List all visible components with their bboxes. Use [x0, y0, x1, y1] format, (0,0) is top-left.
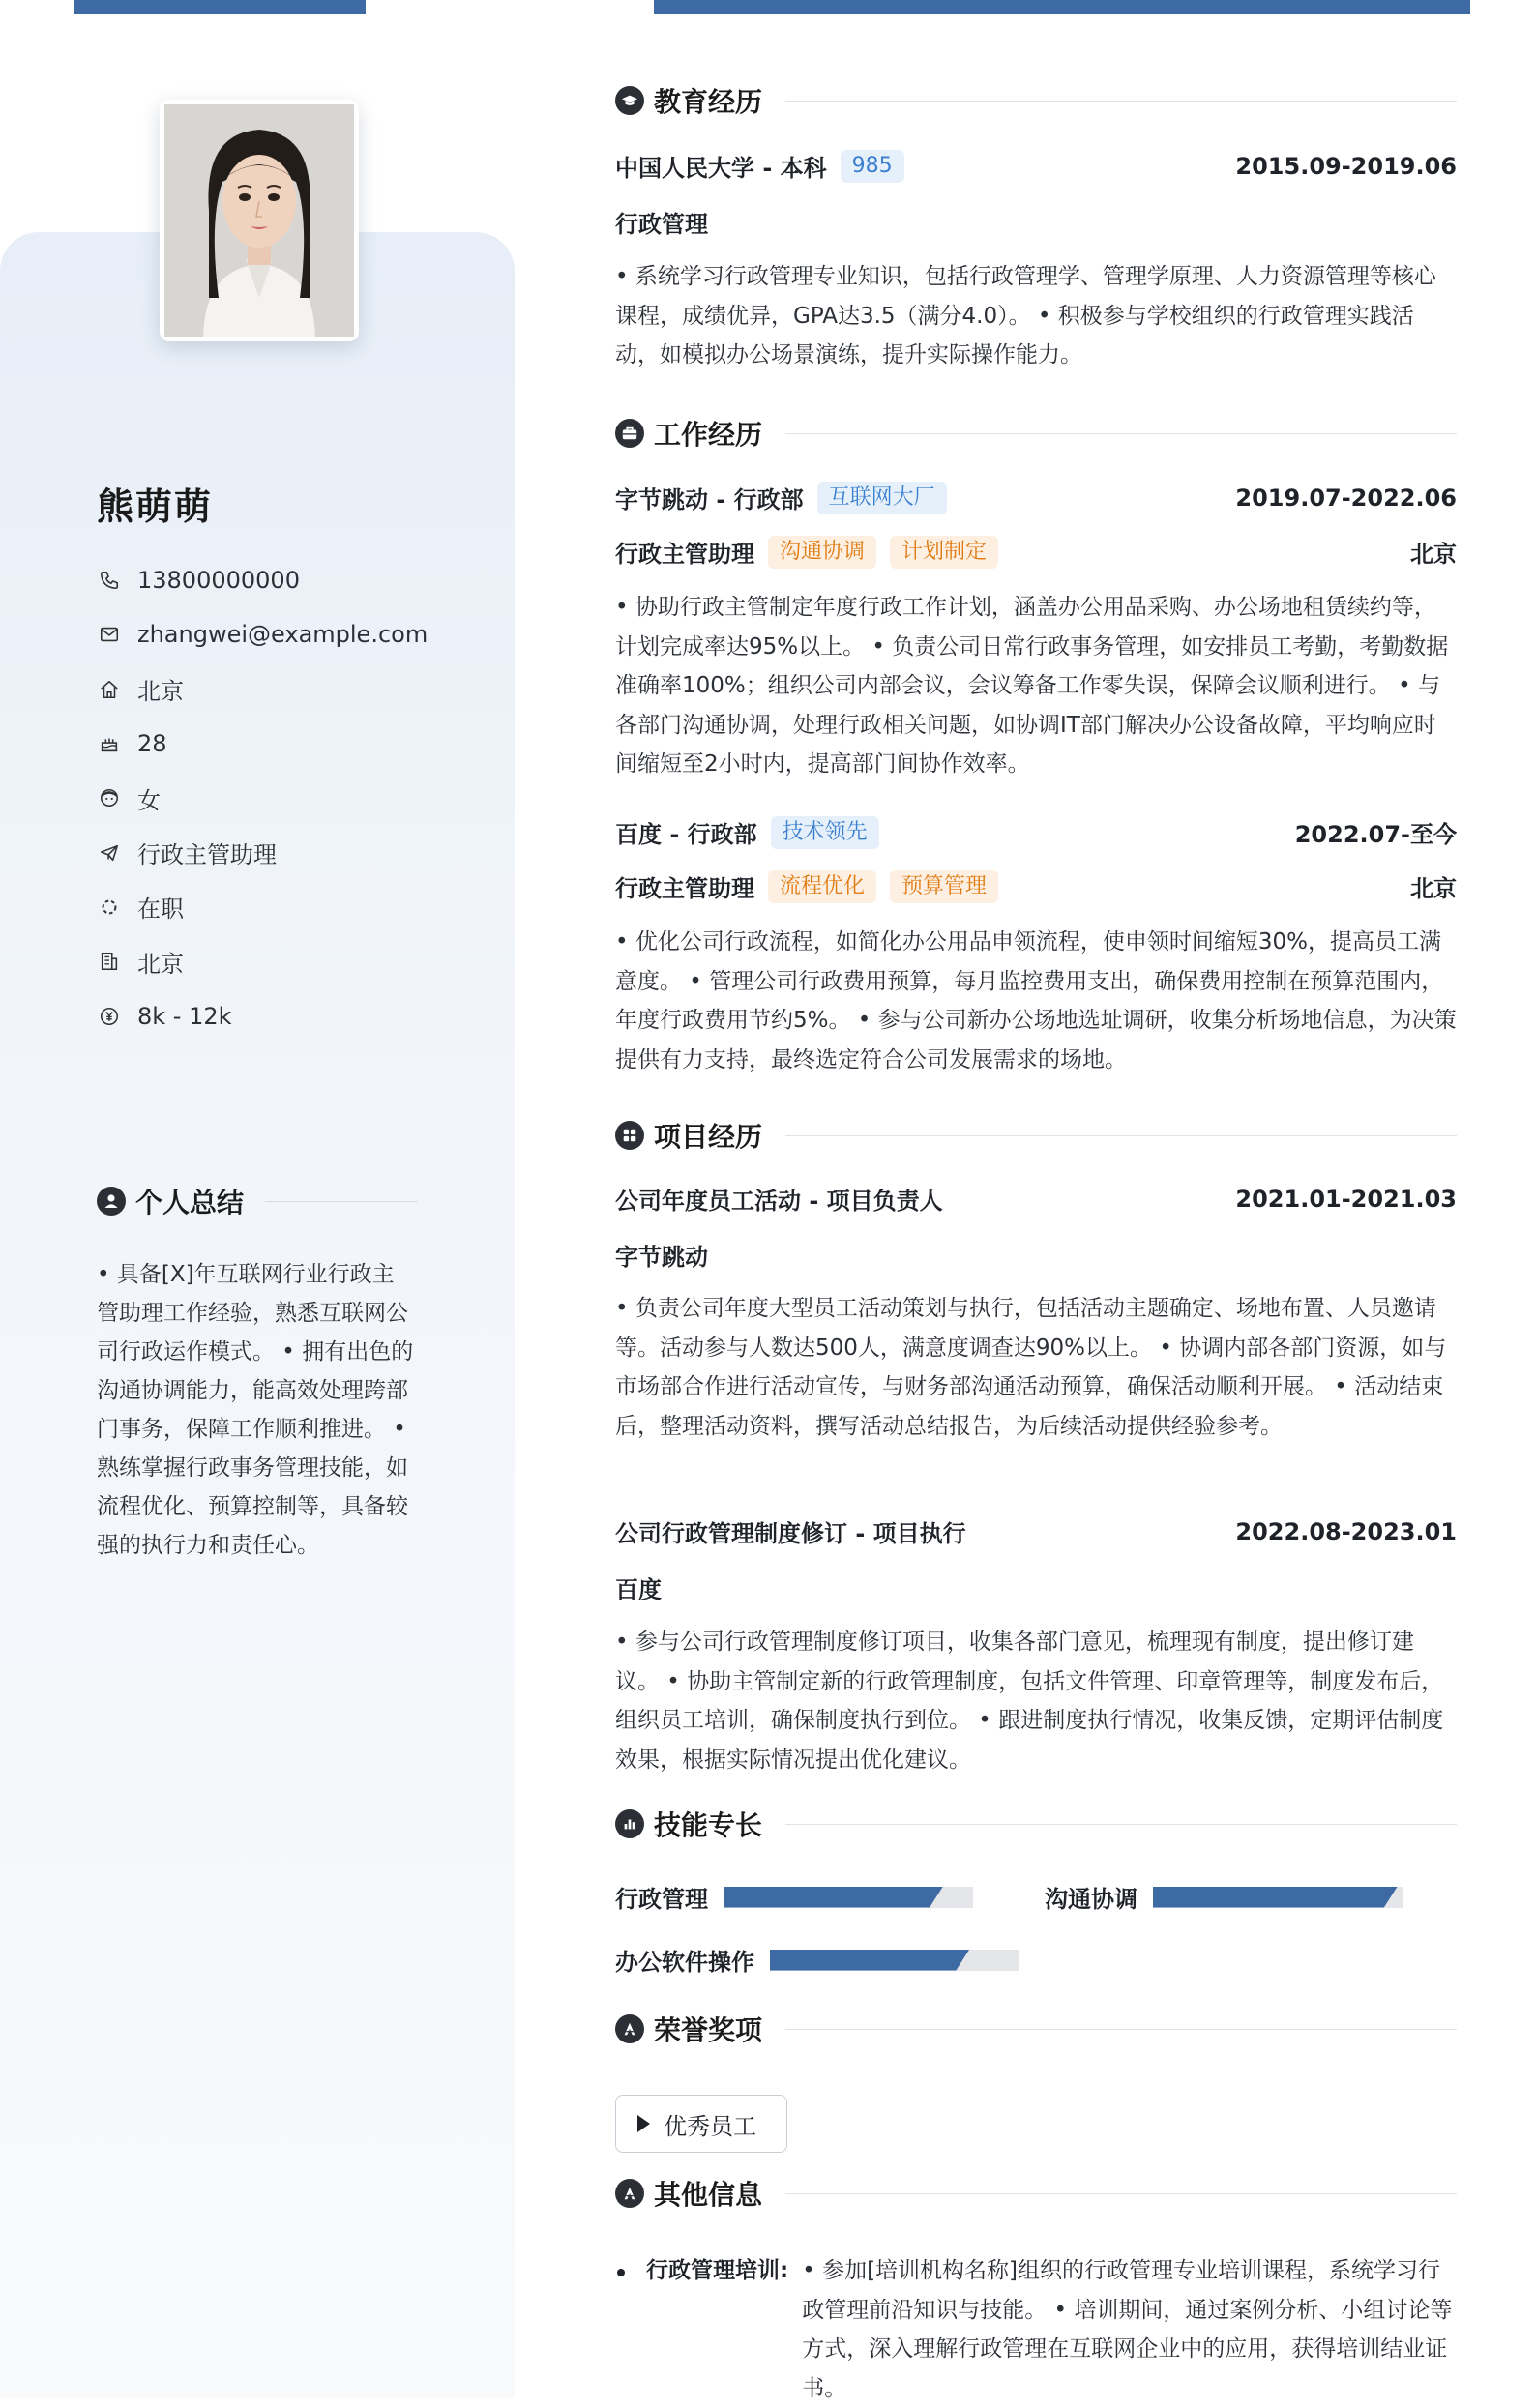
work-1-period: 2019.07-2022.06 — [1235, 484, 1457, 512]
education-title: 教育经历 — [654, 86, 763, 118]
work-2-skill-tag: 预算管理 — [890, 870, 998, 903]
phone-icon — [97, 568, 122, 593]
other-text: • 参加[培训机构名称]组织的行政管理专业培训课程，系统学习行政管理前沿知识与技能。 • 培训期间，通过案例分析、小组讨论等方式，深入理解行政管理在互联网企业中的应用，获得培训结业证书。 — [802, 2258, 1453, 2401]
summary-text: • 具备[X]年互联网行业行政主管助理工作经验，熟悉互联网公司行政运作模式。 • 拥有出色的沟通协调能力，能高效处理跨部门事务，保障工作顺利推进。 • 熟练掌握行政事务管理技能，如流程优化、预算控制等，具备较强的执行力和责任心。 — [97, 1262, 414, 1558]
education-description: • 系统学习行政管理专业知识，包括行政管理学、管理学原理、人力资源管理等核心课程，成绩优异，GPA达3.5（满分4.0）。 • 积极参与学校组织的行政管理实践活动，如模拟办公场景演练，提升实际操作能力。 — [615, 264, 1436, 367]
skill-bar-fill — [724, 1887, 943, 1908]
yuan-icon — [97, 1004, 122, 1029]
info-location — [97, 662, 428, 717]
top-accent-bar-left — [74, 0, 366, 14]
profile-photo — [160, 100, 359, 341]
education-divider — [785, 101, 1457, 102]
info-gender — [97, 771, 428, 825]
summary-divider — [265, 1201, 418, 1202]
work-1-tag: 互联网大厂 — [817, 482, 947, 514]
info-location-text: 北京 — [137, 678, 184, 706]
work-1-city: 北京 — [1410, 541, 1457, 568]
school-name: 中国人民大学 - 本科 — [615, 155, 827, 182]
work-2-skill-tag: 流程优化 — [768, 870, 876, 903]
work-1-company: 字节跳动 - 行政部 — [615, 486, 804, 514]
building-icon — [97, 949, 122, 974]
work-heading — [615, 414, 1457, 453]
work-1-role-row — [615, 535, 1457, 569]
work-1-description: • 协助行政主管制定年度行政工作计划，涵盖办公用品采购、办公场地租赁续约等，计划完成率达95%以上。 • 负责公司日常行政事务管理，如安排员工考勤，考勤数据准确率100%；组织公司内部会议，会议筹备工作零失误，保障会议顺利进行。 • 与各部门沟通协调，处理行政相关问题，如协调IT部门解决办公设备故障，平均响应时间缩短至2小时内，提高部门间协作效率。 — [615, 595, 1449, 777]
mail-icon — [97, 622, 122, 647]
play-icon — [637, 2115, 650, 2132]
education-school-row — [615, 149, 1457, 183]
work-2-description: • 优化公司行政流程，如简化办公用品申领流程，使申领时间缩短30%，提高员工满意度。 • 管理公司行政费用预算，每月监控费用支出，确保费用控制在预算范围内，年度行政费用节约5%。 • 参与公司新办公场地选址调研，收集分析场地信息，为决策提供有力支持，最终选定符合公司发展需求的场地。 — [615, 929, 1457, 1072]
skill-name: 行政管理 — [615, 1886, 708, 1913]
skill-name: 办公软件操作 — [615, 1949, 754, 1976]
skills-heading — [615, 1805, 1457, 1843]
work-2-company: 百度 - 行政部 — [615, 821, 757, 848]
work-1-company-row — [615, 481, 1457, 514]
project-1-description: • 负责公司年度大型员工活动策划与执行，包括活动主题确定、场地布置、人员邀请等。活动参与人数达500人，满意度调查达90%以上。 • 协调内部各部门资源，如与市场部合作进行活动宣传，与财务部沟通活动预算，确保活动顺利开展。 • 活动结束后，整理活动资料，撰写活动总结报告，为后续活动提供经验参考。 — [615, 1296, 1447, 1439]
info-city — [97, 934, 428, 988]
info-age — [97, 717, 428, 771]
cake-icon — [97, 731, 122, 756]
other-item — [615, 2251, 1457, 2408]
projects-divider — [785, 1135, 1457, 1136]
info-email — [97, 607, 428, 661]
project-1-period: 2021.01-2021.03 — [1235, 1185, 1457, 1213]
awards-heading — [615, 2010, 1457, 2048]
awards-title: 荣誉奖项 — [654, 2014, 763, 2046]
info-position — [97, 825, 428, 879]
info-phone-text: 13800000000 — [137, 567, 300, 595]
work-1-skill-tag: 沟通协调 — [768, 536, 876, 569]
skill-bar-fill — [1153, 1887, 1398, 1908]
awards-divider — [785, 2029, 1457, 2030]
skill-item — [1045, 1880, 1403, 1914]
project-2-row — [615, 1514, 1457, 1548]
skill-bar — [770, 1950, 1019, 1971]
skill-bar-fill — [770, 1950, 969, 1971]
education-major: 行政管理 — [615, 211, 708, 238]
contact-info-list — [97, 553, 428, 1043]
bar-chart-icon — [615, 1809, 644, 1838]
education-heading — [615, 81, 1457, 120]
bullet-dot — [617, 2269, 625, 2276]
work-title: 工作经历 — [654, 419, 763, 451]
skills-divider — [785, 1824, 1457, 1825]
work-1-role: 行政主管助理 — [615, 541, 754, 568]
info-salary-text: 8k - 12k — [137, 1002, 232, 1030]
candidate-name: 熊萌萌 — [97, 485, 214, 528]
work-1-skill-tag: 计划制定 — [890, 536, 998, 569]
info-position-text: 行政主管助理 — [137, 841, 277, 869]
project-2-org: 百度 — [615, 1576, 662, 1603]
award-item[interactable] — [615, 2095, 787, 2153]
info-city-text: 北京 — [137, 950, 184, 978]
work-divider — [785, 433, 1457, 434]
info-phone — [97, 553, 428, 607]
gender-icon — [97, 785, 122, 810]
projects-title: 项目经历 — [654, 1121, 763, 1153]
info-age-text: 28 — [137, 730, 167, 758]
skills-title: 技能专长 — [654, 1809, 763, 1841]
briefcase-icon — [615, 419, 644, 448]
info-salary — [97, 988, 428, 1042]
skill-item — [615, 1943, 1019, 1977]
portrait-icon — [164, 104, 354, 337]
other-divider — [785, 2193, 1457, 2194]
work-2-role-row — [615, 869, 1457, 903]
project-2-name: 公司行政管理制度修订 - 项目执行 — [615, 1520, 966, 1547]
award-icon — [615, 2014, 644, 2043]
info-gender-text: 女 — [137, 786, 161, 814]
info-status-text: 在职 — [137, 896, 184, 924]
education-major-row — [615, 205, 1457, 239]
home-icon — [97, 677, 122, 702]
education-period: 2015.09-2019.06 — [1235, 152, 1457, 180]
school-tag: 985 — [841, 150, 904, 183]
projects-heading — [615, 1116, 1457, 1155]
award-label: 优秀员工 — [664, 2112, 756, 2140]
project-1-org-row — [615, 1238, 1457, 1272]
other-label: 行政管理培训: — [646, 2258, 789, 2283]
info-icon — [615, 2179, 644, 2208]
project-2-period: 2022.08-2023.01 — [1235, 1517, 1457, 1545]
work-2-company-row — [615, 815, 1457, 849]
info-email-text: zhangwei@example.com — [137, 621, 428, 649]
info-status — [97, 880, 428, 934]
skill-item — [615, 1880, 973, 1914]
other-title: 其他信息 — [654, 2179, 763, 2211]
user-icon — [97, 1187, 126, 1216]
top-accent-bar-right — [654, 0, 1470, 14]
project-2-description: • 参与公司行政管理制度修订项目，收集各部门意见，梳理现有制度，提出修订建议。 • 协助主管制定新的行政管理制度，包括文件管理、印章管理等，制度发布后，组织员工培训，确保制度执行到位。 • 跟进制度执行情况，收集反馈，定期评估制度效果，根据实际情况提出优化建议。 — [615, 1630, 1444, 1773]
skill-bar — [724, 1887, 973, 1908]
grid-icon — [615, 1121, 644, 1150]
skill-name: 沟通协调 — [1045, 1886, 1137, 1913]
graduation-cap-icon — [615, 86, 644, 115]
work-2-period: 2022.07-至今 — [1294, 821, 1457, 848]
summary-title: 个人总结 — [135, 1187, 245, 1219]
project-1-name: 公司年度员工活动 - 项目负责人 — [615, 1188, 943, 1215]
status-icon — [97, 895, 122, 920]
work-2-role: 行政主管助理 — [615, 875, 754, 902]
send-icon — [97, 840, 122, 866]
work-2-tag: 技术领先 — [771, 816, 879, 849]
project-2-org-row — [615, 1571, 1457, 1604]
work-2-city: 北京 — [1410, 875, 1457, 902]
project-1-row — [615, 1182, 1457, 1216]
skill-bar — [1153, 1887, 1403, 1908]
summary-heading — [97, 1182, 418, 1220]
project-1-org: 字节跳动 — [615, 1244, 708, 1271]
other-heading — [615, 2174, 1457, 2213]
